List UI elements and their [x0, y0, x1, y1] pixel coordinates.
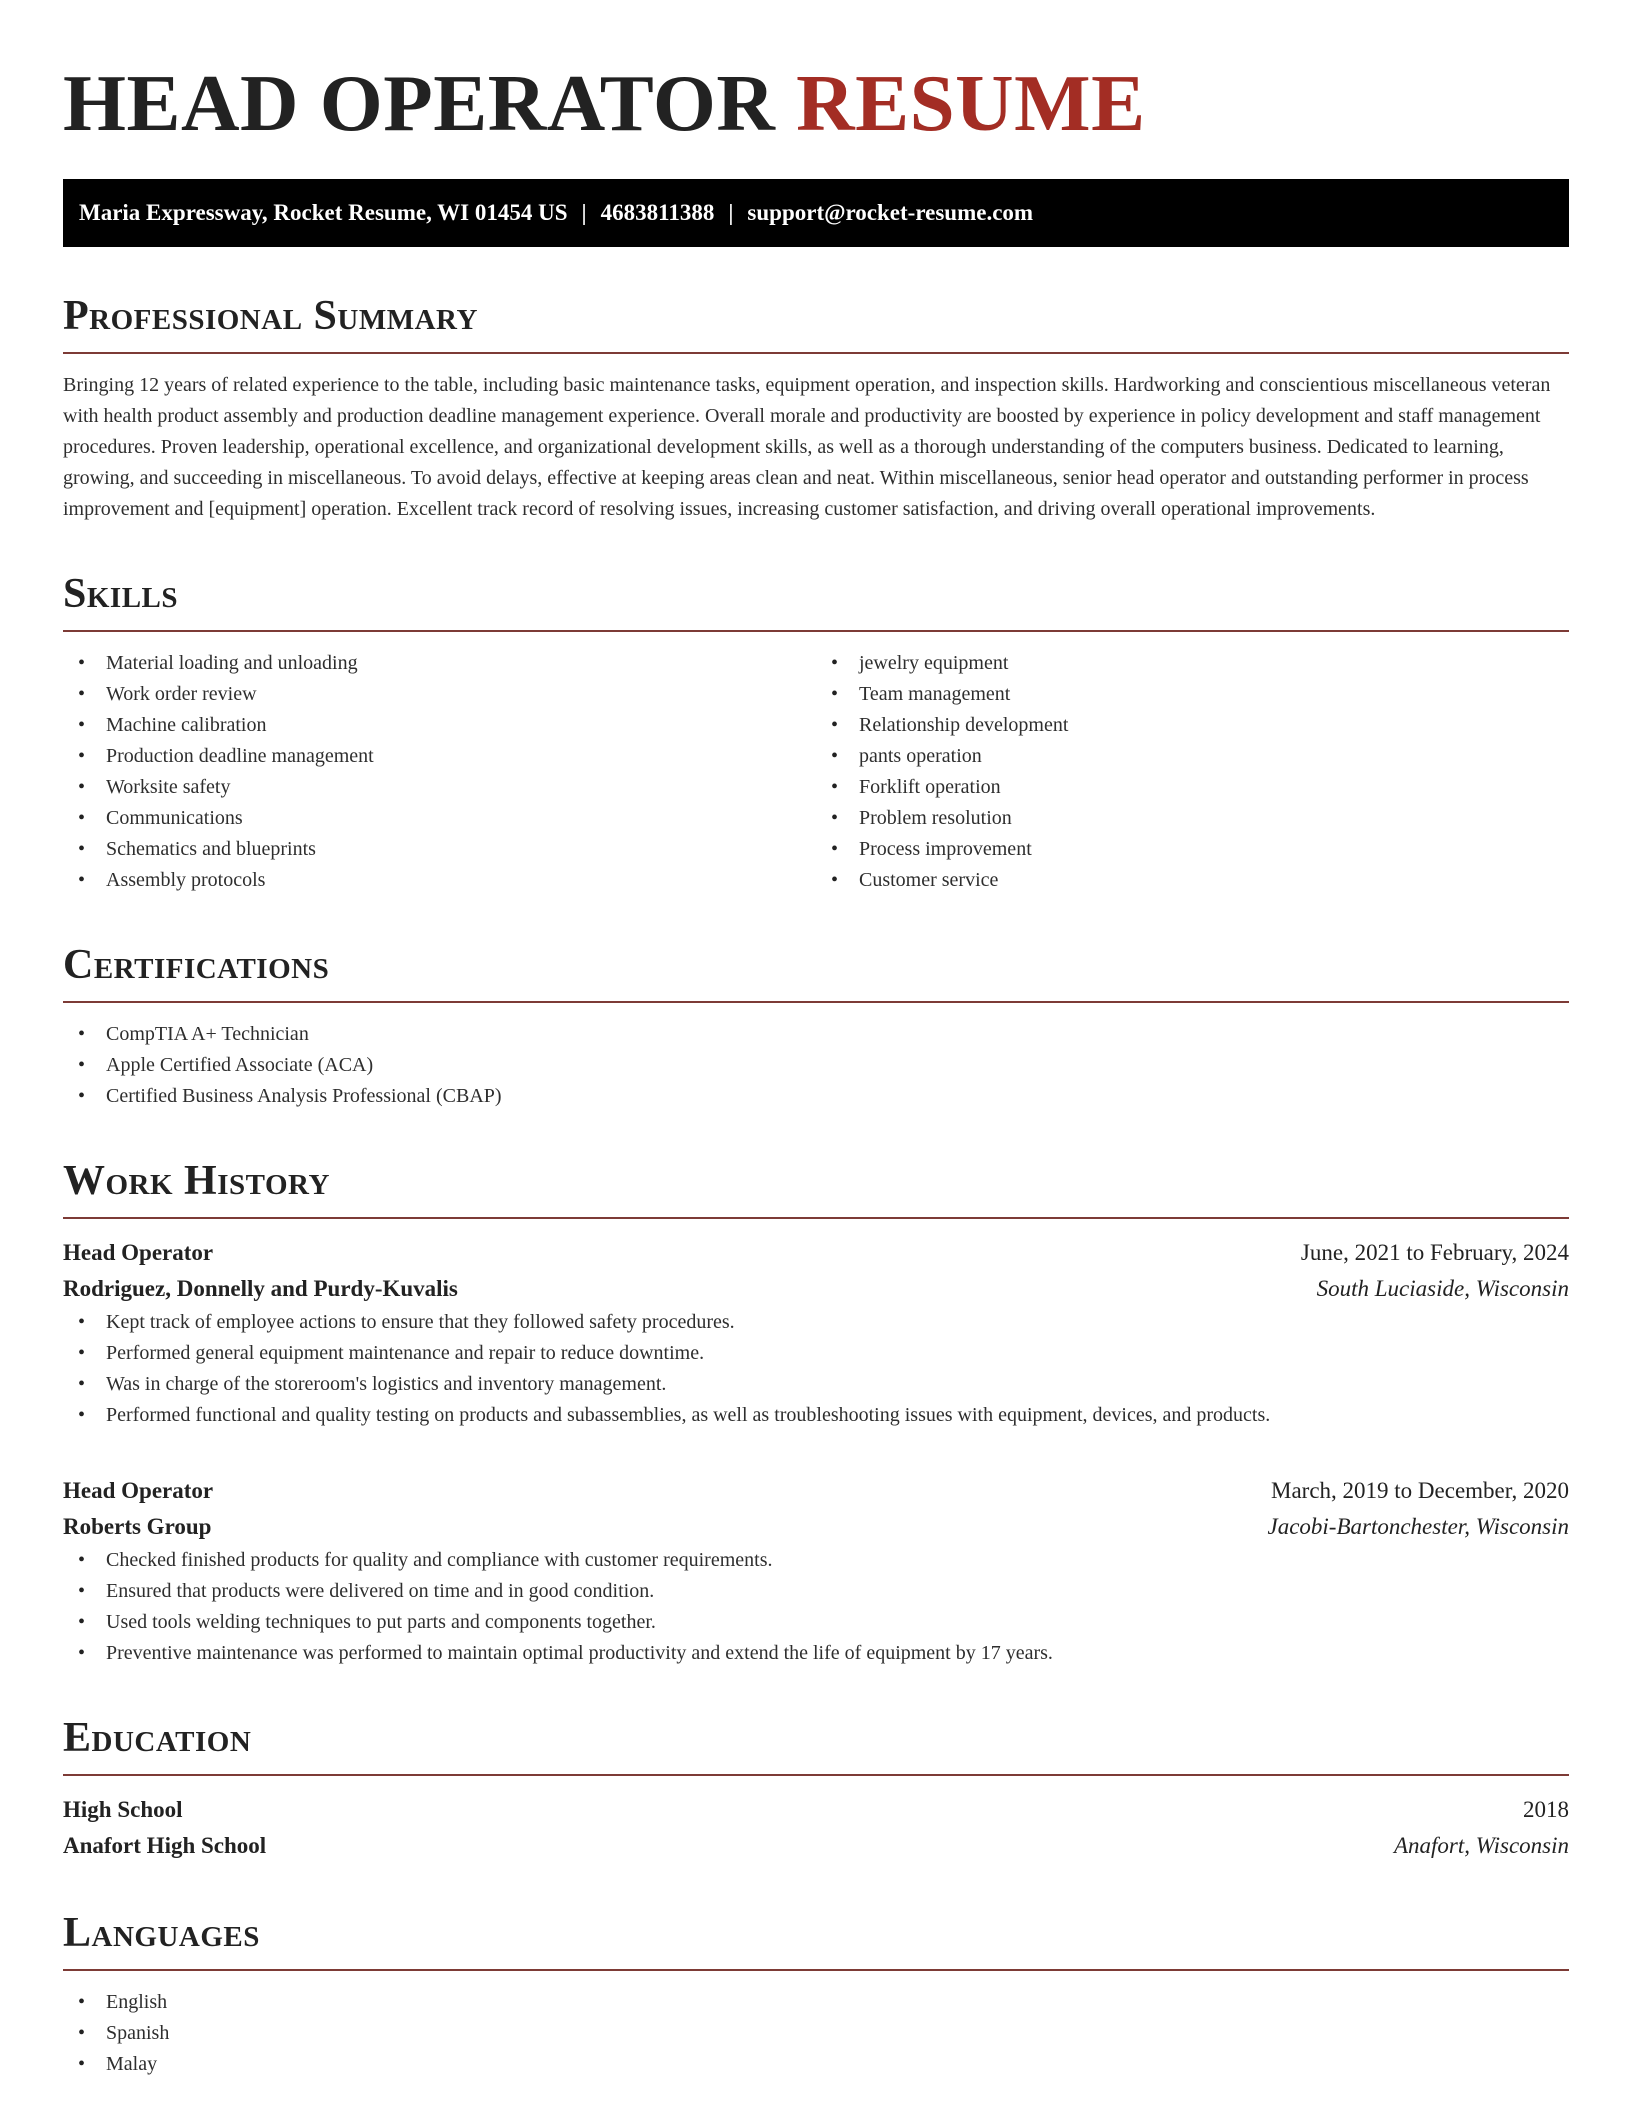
title-accent: RESUME	[796, 58, 1146, 148]
skill-item: • pants operation	[816, 741, 1569, 772]
job-company: Rodriguez, Donnelly and Purdy-Kuvalis	[63, 1276, 458, 1301]
job-header-row	[63, 1473, 1569, 1509]
skill-item: • Relationship development	[816, 710, 1569, 741]
skills-list-right	[816, 648, 1569, 896]
languages-section	[63, 1908, 1569, 2080]
skill-item: • Forklift operation	[816, 772, 1569, 803]
section-title-work-history: Work History	[63, 1158, 330, 1204]
work-history-section	[63, 1156, 1569, 1669]
education-school: Anafort High School	[63, 1833, 267, 1858]
job-location: Jacobi-Bartonchester, Wisconsin	[1267, 1514, 1569, 1539]
title-main: HEAD OPERATOR	[63, 58, 776, 148]
job-company: Roberts Group	[63, 1514, 212, 1539]
skill-item: • jewelry equipment	[816, 648, 1569, 679]
language-item: • English	[63, 1987, 1569, 2018]
section-title-summary: Professional Summary	[63, 293, 478, 339]
certification-item: • Certified Business Analysis Professional (CBAP)	[63, 1081, 1569, 1112]
section-divider	[63, 1969, 1569, 1971]
languages-list	[63, 1987, 1569, 2080]
section-divider	[63, 630, 1569, 632]
skill-item: • Communications	[63, 803, 816, 834]
job-entry	[63, 1473, 1569, 1669]
skills-list-left	[63, 648, 816, 896]
job-duty-item: • Used tools welding techniques to put parts and components together.	[63, 1607, 1569, 1638]
job-duties-list	[63, 1545, 1569, 1669]
job-entry	[63, 1235, 1569, 1431]
certification-item: • Apple Certified Associate (ACA)	[63, 1050, 1569, 1081]
section-title-languages: Languages	[63, 1910, 260, 1956]
education-section	[63, 1713, 1569, 1864]
job-duty-item: • Kept track of employee actions to ensure that they followed safety procedures.	[63, 1307, 1569, 1338]
contact-separator: |	[728, 200, 734, 225]
certifications-section	[63, 940, 1569, 1112]
skill-item: • Process improvement	[816, 834, 1569, 865]
section-title-education: Education	[63, 1715, 252, 1761]
certifications-list	[63, 1019, 1569, 1112]
summary-text: Bringing 12 years of related experience to the table, including basic maintenance tasks, equipment operation, and inspection skills. Hardworking and conscientious miscellaneous veteran with health product assembly and production deadline management experience. Overall morale and productivity are boosted by experience in policy development and staff management procedures. Proven leadership, operational excellence, and organizational development skills, as well as a thorough understanding of the computers business. Dedicated to learning, growing, and succeeding in miscellaneous. To avoid delays, effective at keeping areas clean and neat. Within miscellaneous, senior head operator and outstanding performer in process improvement and [equipment] operation. Excellent track record of resolving issues, increasing customer satisfaction, and driving overall operational improvements.	[63, 374, 1551, 520]
skill-item: • Work order review	[63, 679, 816, 710]
job-duty-item: • Checked finished products for quality and compliance with customer requirements.	[63, 1545, 1569, 1576]
job-duties-list	[63, 1307, 1569, 1431]
skill-item: • Assembly protocols	[63, 865, 816, 896]
contact-address: Maria Expressway, Rocket Resume, WI 01454 US	[79, 200, 568, 225]
skills-column-right	[816, 648, 1569, 896]
contact-bar	[63, 179, 1569, 247]
section-divider	[63, 1001, 1569, 1003]
job-location: South Luciaside, Wisconsin	[1316, 1276, 1569, 1301]
skill-item: • Material loading and unloading	[63, 648, 816, 679]
skill-item: • Problem resolution	[816, 803, 1569, 834]
resume-title	[63, 52, 1569, 154]
job-duty-item: • Was in charge of the storeroom's logistics and inventory management.	[63, 1369, 1569, 1400]
job-role: Head Operator	[63, 1478, 214, 1503]
section-divider	[63, 1217, 1569, 1219]
skills-column-left	[63, 648, 816, 896]
section-title-skills: Skills	[63, 571, 179, 617]
job-duty-item: • Performed functional and quality testing on products and subassemblies, as well as troubleshooting issues with equipment, devices, and products.	[63, 1400, 1569, 1431]
language-item: • Spanish	[63, 2018, 1569, 2049]
contact-phone: 4683811388	[600, 200, 715, 225]
summary-section	[63, 291, 1569, 525]
section-title-certifications: Certifications	[63, 942, 330, 988]
skill-item: • Machine calibration	[63, 710, 816, 741]
job-duty-item: • Ensured that products were delivered on time and in good condition.	[63, 1576, 1569, 1607]
education-degree: High School	[63, 1797, 183, 1822]
job-duty-item: • Preventive maintenance was performed to maintain optimal productivity and extend the life of equipment by 17 years.	[63, 1638, 1569, 1669]
certification-item: • CompTIA A+ Technician	[63, 1019, 1569, 1050]
job-header-row	[63, 1235, 1569, 1271]
education-school-row	[63, 1828, 1569, 1864]
contact-separator: |	[581, 200, 587, 225]
job-role: Head Operator	[63, 1240, 214, 1265]
job-duty-item: • Performed general equipment maintenance and repair to reduce downtime.	[63, 1338, 1569, 1369]
job-company-row	[63, 1509, 1569, 1545]
education-year: 2018	[1523, 1797, 1569, 1822]
job-dates: June, 2021 to February, 2024	[1300, 1240, 1569, 1265]
skills-columns	[63, 648, 1569, 896]
skills-section	[63, 569, 1569, 896]
language-item: • Malay	[63, 2049, 1569, 2080]
education-header-row	[63, 1792, 1569, 1828]
section-divider	[63, 1774, 1569, 1776]
skill-item: • Worksite safety	[63, 772, 816, 803]
job-dates: March, 2019 to December, 2020	[1271, 1478, 1569, 1503]
contact-email: support@rocket-resume.com	[747, 200, 1034, 225]
skill-item: • Production deadline management	[63, 741, 816, 772]
skill-item: • Team management	[816, 679, 1569, 710]
skill-item: • Schematics and blueprints	[63, 834, 816, 865]
education-location: Anafort, Wisconsin	[1393, 1833, 1569, 1858]
skill-item: • Customer service	[816, 865, 1569, 896]
job-company-row	[63, 1271, 1569, 1307]
section-divider	[63, 352, 1569, 354]
